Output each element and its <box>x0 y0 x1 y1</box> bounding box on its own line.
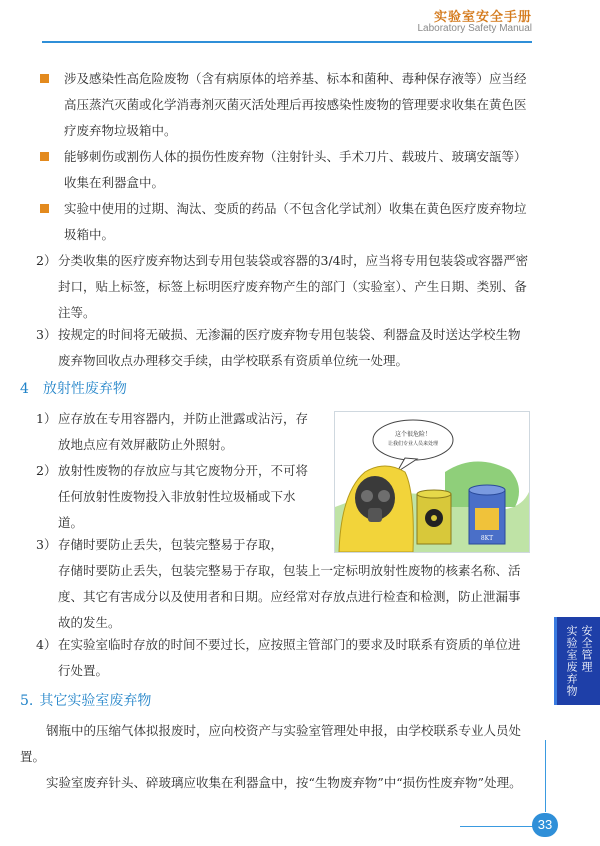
item-number: 2） <box>36 463 57 478</box>
item-number: 3） <box>36 537 57 552</box>
list-item <box>36 248 530 326</box>
item-text: 应存放在专用容器内，并防止泄露或沾污，存放地点应有效屏蔽防止外照射。 <box>58 411 309 452</box>
paragraph: 钢瓶中的压缩气体拟报废时，应向校资产与实验室管理处申报，由学校联系专业人员处置。 <box>20 723 522 764</box>
item-text-line: 存储时要防止丢失，包装完整易于存取，包装上一定标明放射性废物的核素名称、活 <box>58 563 521 578</box>
item-number: 1） <box>36 411 57 426</box>
section-heading <box>20 690 151 710</box>
square-bullet-icon <box>40 152 49 161</box>
section-title: 放射性废弃物 <box>42 381 127 397</box>
bubble-text-1: 这个很危险！ <box>394 431 432 438</box>
bullet-item <box>40 66 530 144</box>
bullet-text: 涉及感染性高危险废物（含有病原体的培养基、标本和菌种、毒种保存液等）应当经高压蒸汽灭菌或化学消毒剂灭菌灭活处理后再按感染性废物的管理要求收集在黄色医疗废弃物垃圾箱中。 <box>64 71 527 138</box>
side-tab-label-2: 实验室废弃物 <box>565 625 578 697</box>
item-text: 分类收集的医疗废弃物达到专用包装袋或容器的3/4时，应当将专用包装袋或容器严密封口，贴上标签，标签上标明医疗废弃物产生的部门（实验室）、产生日期、类别、备注等。 <box>58 253 529 320</box>
bullet-text: 实验中使用的过期、淘汰、变质的药品（不包含化学试剂）收集在黄色医疗废弃物垃圾箱中。 <box>64 201 527 242</box>
bullet-text: 能够刺伤或割伤人体的损伤性废弃物（注射针头、手术刀片、载玻片、玻璃安瓿等）收集在利器盒中。 <box>64 149 527 190</box>
drum-label: 8KT <box>480 535 494 542</box>
bullet-item <box>40 196 530 248</box>
manual-subtitle: Laboratory Safety Manual <box>417 23 532 34</box>
side-tab-label-1: 安全管理 <box>580 625 593 673</box>
section-number: 5. <box>20 693 34 709</box>
footer-horizontal-rule <box>460 826 540 827</box>
item-text: 按规定的时间将无破损、无渗漏的医疗废弃物专用包装袋、利器盒及时送达学校生物废弃物回收点办理移交手续，由学校联系有资质单位统一处理。 <box>58 327 521 368</box>
hazmat-illustration-graphic <box>335 412 529 552</box>
item-text: 存储时要防止丢失，包装完整易于存取， 存储时要防止丢失，包装完整易于存取，包装上一定标明放射性废物的核素名称、活 度、其它有害成分以及使用者和日期。应经常对存放点进行检查和检测，防止泄漏事故的发生。 <box>58 532 530 636</box>
manual-title: 实验室安全手册 <box>433 10 532 25</box>
item-number: 3） <box>36 327 57 342</box>
bubble-text-2: 让我们专业人员来处理 <box>387 441 439 447</box>
square-bullet-icon <box>40 74 49 83</box>
square-bullet-icon <box>40 204 49 213</box>
section-heading <box>20 378 127 398</box>
section-number: 4 <box>20 381 29 397</box>
footer-vertical-rule <box>545 740 546 812</box>
item-text: 放射性废物的存放应与其它废物分开，不可将任何放射性废物投入非放射性垃圾桶或下水道。 <box>58 463 309 530</box>
list-item <box>36 322 530 374</box>
page-number: 33 <box>532 813 558 837</box>
header-divider <box>42 41 532 43</box>
paragraph: 实验室废弃针头、碎玻璃应收集在利器盒中，按“生物废弃物”中“损伤性废弃物”处理。 <box>46 775 522 790</box>
item-text: 在实验室临时存放的时间不要过长，应按照主管部门的要求及时联系有资质的单位进行处置。 <box>58 637 521 678</box>
item-number: 4） <box>36 637 57 652</box>
radioactive-waste-illustration <box>334 411 530 553</box>
item-number: 2） <box>36 253 57 268</box>
item-text-line: 度、其它有害成分以及使用者和日期。应经常对存放点进行检查和检测，防止泄漏事故的发生。 <box>58 589 521 630</box>
list-item <box>36 632 530 684</box>
chemical-drum <box>469 485 505 544</box>
chapter-side-tab[interactable] <box>554 617 600 705</box>
radioactive-barrel <box>417 490 451 544</box>
section-title: 其它实验室废弃物 <box>39 693 152 709</box>
bullet-item <box>40 144 530 196</box>
